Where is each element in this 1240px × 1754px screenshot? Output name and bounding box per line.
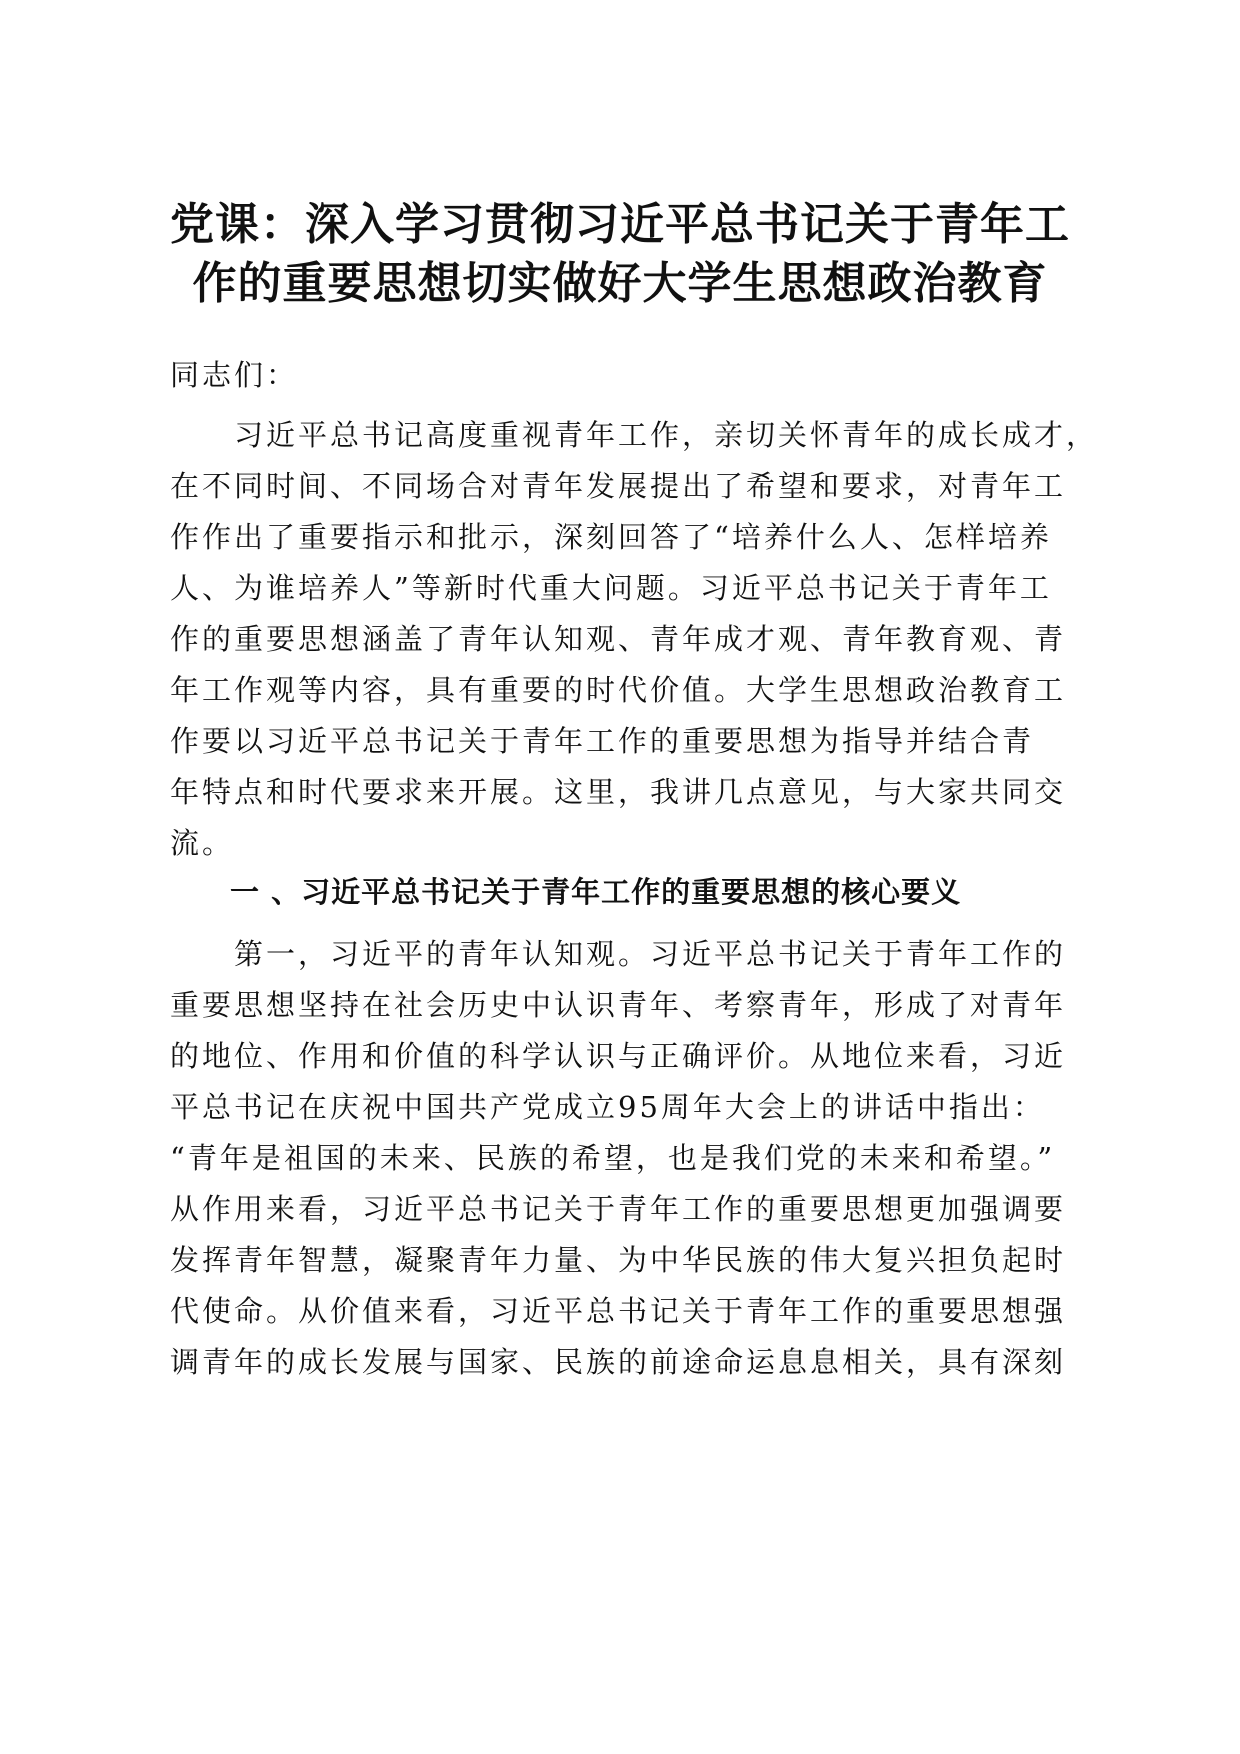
paragraph-line: 流。 [170,826,235,860]
section-heading: 一 、习近平总书记关于青年工作的重要思想的核心要义 [230,875,962,909]
paragraph-line: 从作用来看，习近平总书记关于青年工作的重要思想更加强调要 [170,1192,1067,1226]
paragraph-line: 年特点和时代要求来开展。这里，我讲几点意见，与大家共同交 [170,775,1067,809]
paragraph-line: 习近平总书记高度重视青年工作，亲切关怀青年的成长成才， [234,418,1099,452]
section-paragraph [170,929,1070,1388]
paragraph-line: 人、为谁培养人”等新时代重大问题。习近平总书记关于青年工 [170,571,1052,605]
paragraph-line: 重要思想坚持在社会历史中认识青年、考察青年，形成了对青年 [170,988,1067,1022]
paragraph-line: 平总书记在庆祝中国共产党成立95周年大会上的讲话中指出： [170,1090,1045,1124]
intro-paragraph [170,410,1099,869]
paragraph-line: 作作出了重要指示和批示，深刻回答了“培养什么人、怎样培养 [170,520,1052,554]
salutation: 同志们： [170,358,299,392]
paragraph-line: 代使命。从价值来看，习近平总书记关于青年工作的重要思想强 [170,1294,1067,1328]
paragraph-line: 作要以习近平总书记关于青年工作的重要思想为指导并结合青 [170,724,1035,758]
paragraph-line: “青年是祖国的未来、民族的希望，也是我们党的未来和希望。” [170,1141,1056,1175]
paragraph-line: 在不同时间、不同场合对青年发展提出了希望和要求，对青年工 [170,469,1067,503]
paragraph-line: 发挥青年智慧，凝聚青年力量、为中华民族的伟大复兴担负起时 [170,1243,1067,1277]
paragraph-line: 的地位、作用和价值的科学认识与正确评价。从地位来看，习近 [170,1039,1067,1073]
paragraph-line: 第一，习近平的青年认知观。习近平总书记关于青年工作的 [234,937,1067,971]
paragraph-line: 作的重要思想涵盖了青年认知观、青年成才观、青年教育观、青 [170,622,1067,656]
document-title [170,195,1070,313]
paragraph-line: 年工作观等内容，具有重要的时代价值。大学生思想政治教育工 [170,673,1067,707]
title-line-1: 党课：深入学习贯彻习近平总书记关于青年工 [170,199,1070,250]
title-line-2: 作的重要思想切实做好大学生思想政治教育 [192,258,1048,309]
paragraph-line: 调青年的成长发展与国家、民族的前途命运息息相关，具有深刻 [170,1345,1067,1379]
